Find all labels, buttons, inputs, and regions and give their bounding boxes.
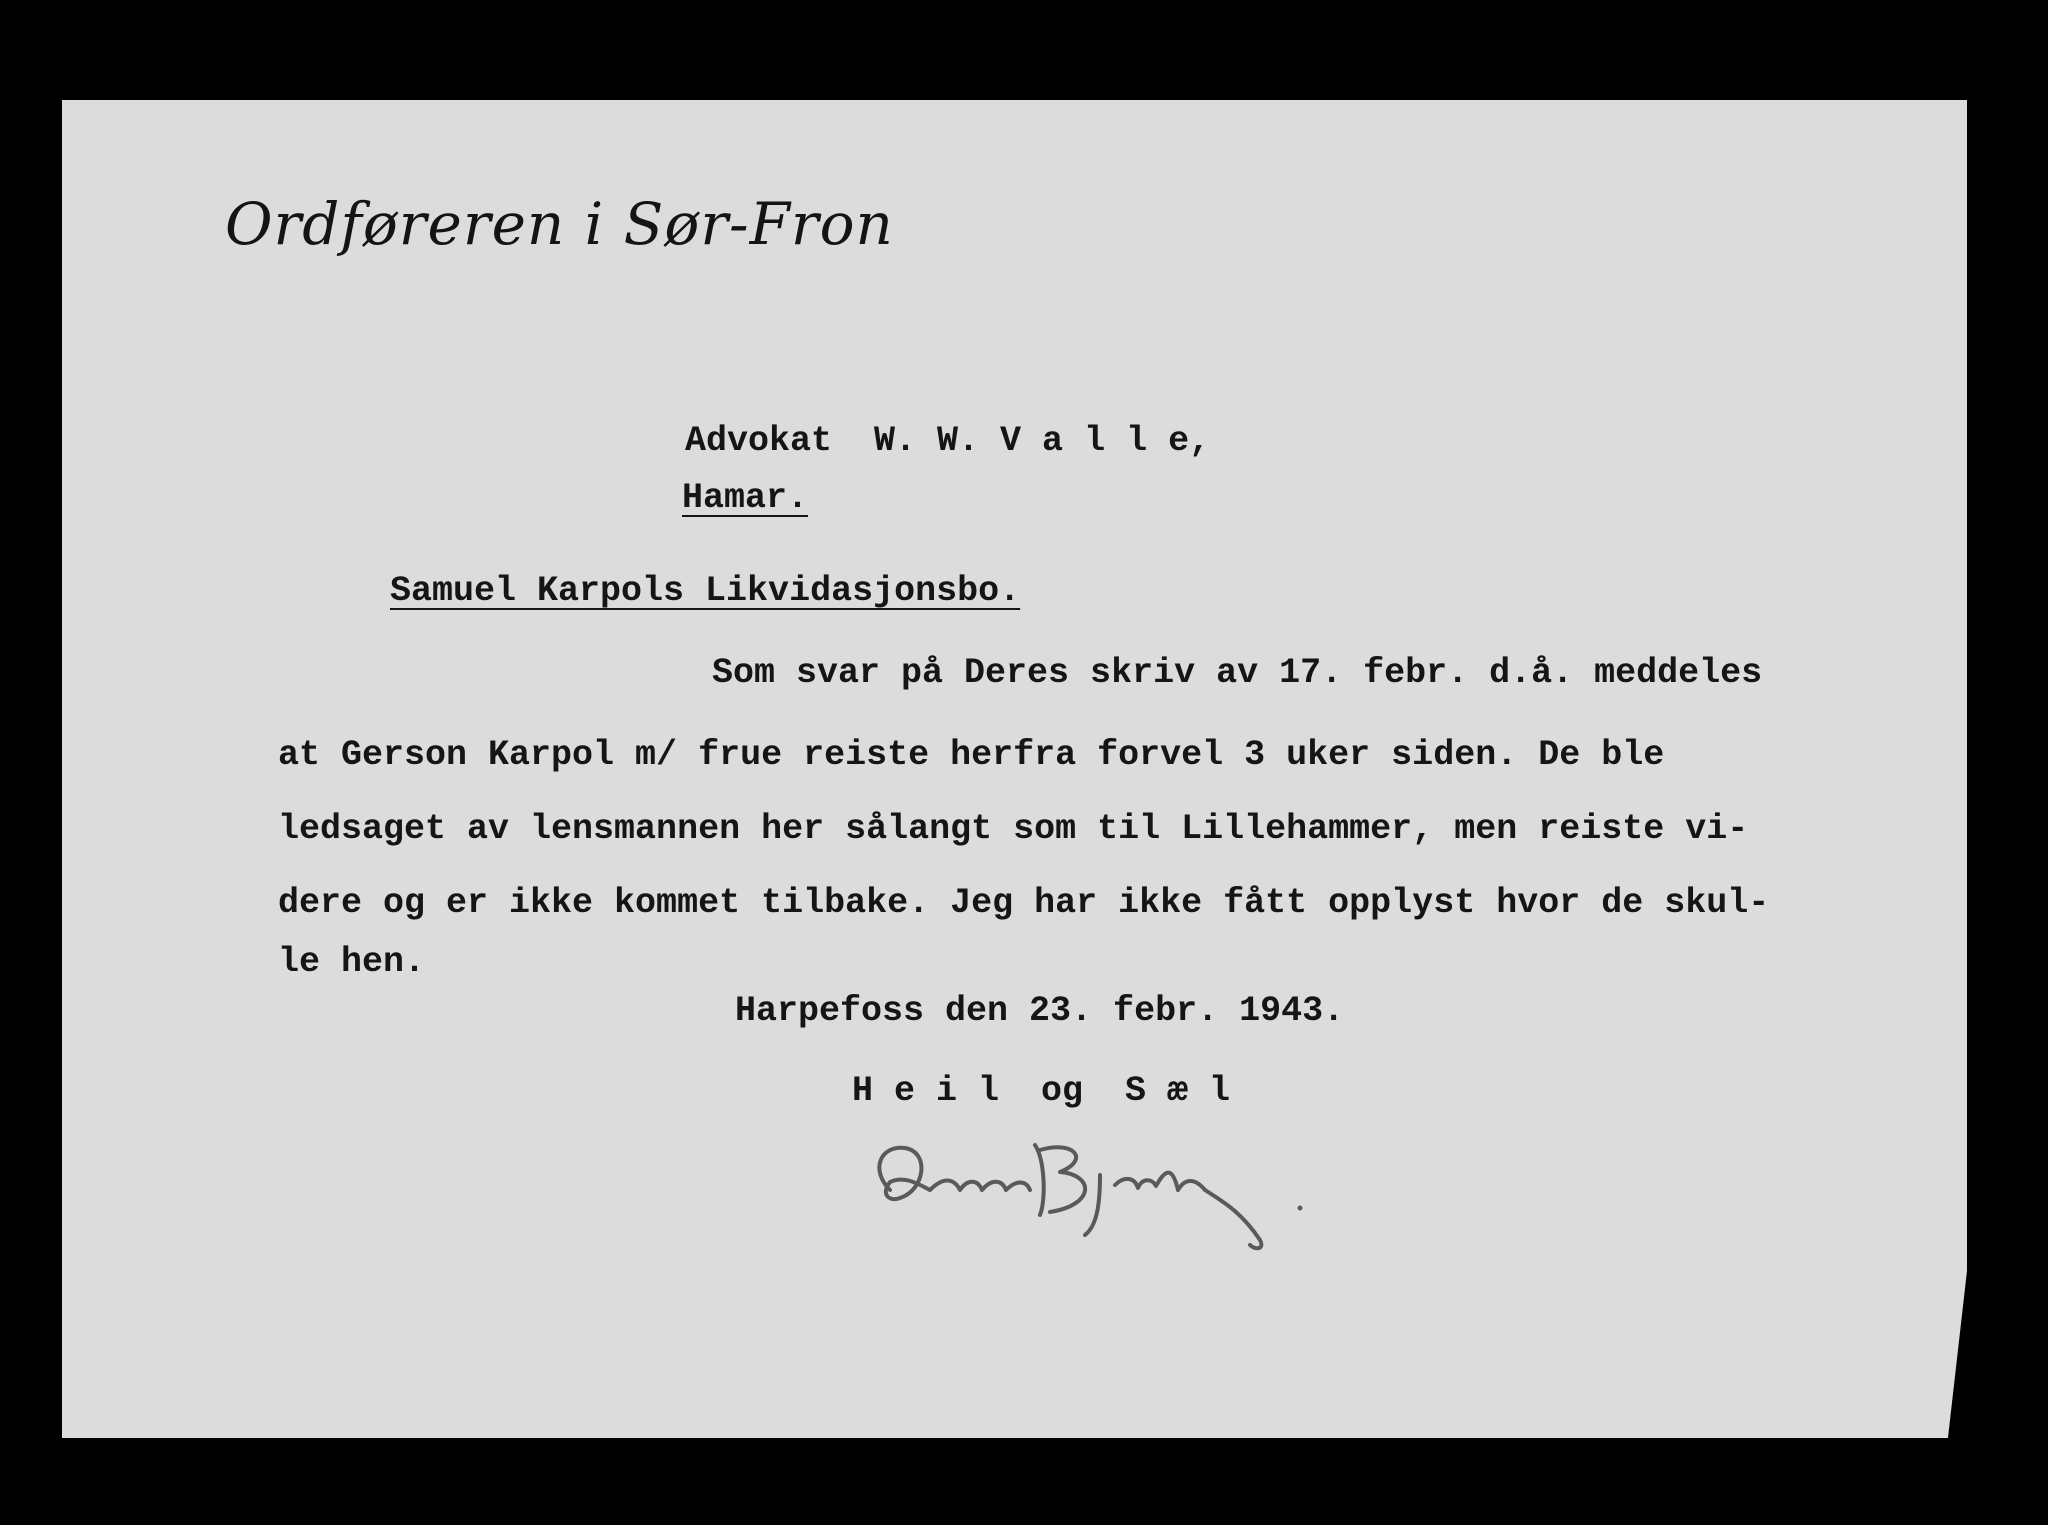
letterhead: Ordføreren i Sør-Fron	[225, 190, 894, 258]
body-line-5: le hen.	[278, 942, 426, 982]
body-line-3: ledsaget av lensmannen her sålangt som til Lillehammer, men reiste vi-	[278, 809, 1749, 849]
dateline: Harpefoss den 23. febr. 1943.	[735, 991, 1345, 1031]
recipient-line: Advokat W. W. V a l l e,	[685, 421, 1211, 461]
closing: H e i l og S æ l	[852, 1071, 1231, 1111]
subject-line: Samuel Karpols Likvidasjonsbo.	[390, 571, 1021, 611]
body-line-4: dere og er ikke kommet tilbake. Jeg har ikke fått opplyst hvor de skul-	[278, 883, 1770, 923]
recipient-city: Hamar.	[682, 478, 809, 518]
signature	[860, 1120, 1340, 1260]
body-line-1: Som svar på Deres skriv av 17. febr. d.å. meddeles	[712, 653, 1763, 693]
body-line-2: at Gerson Karpol m/ frue reiste herfra forvel 3 uker siden. De ble	[278, 735, 1665, 775]
